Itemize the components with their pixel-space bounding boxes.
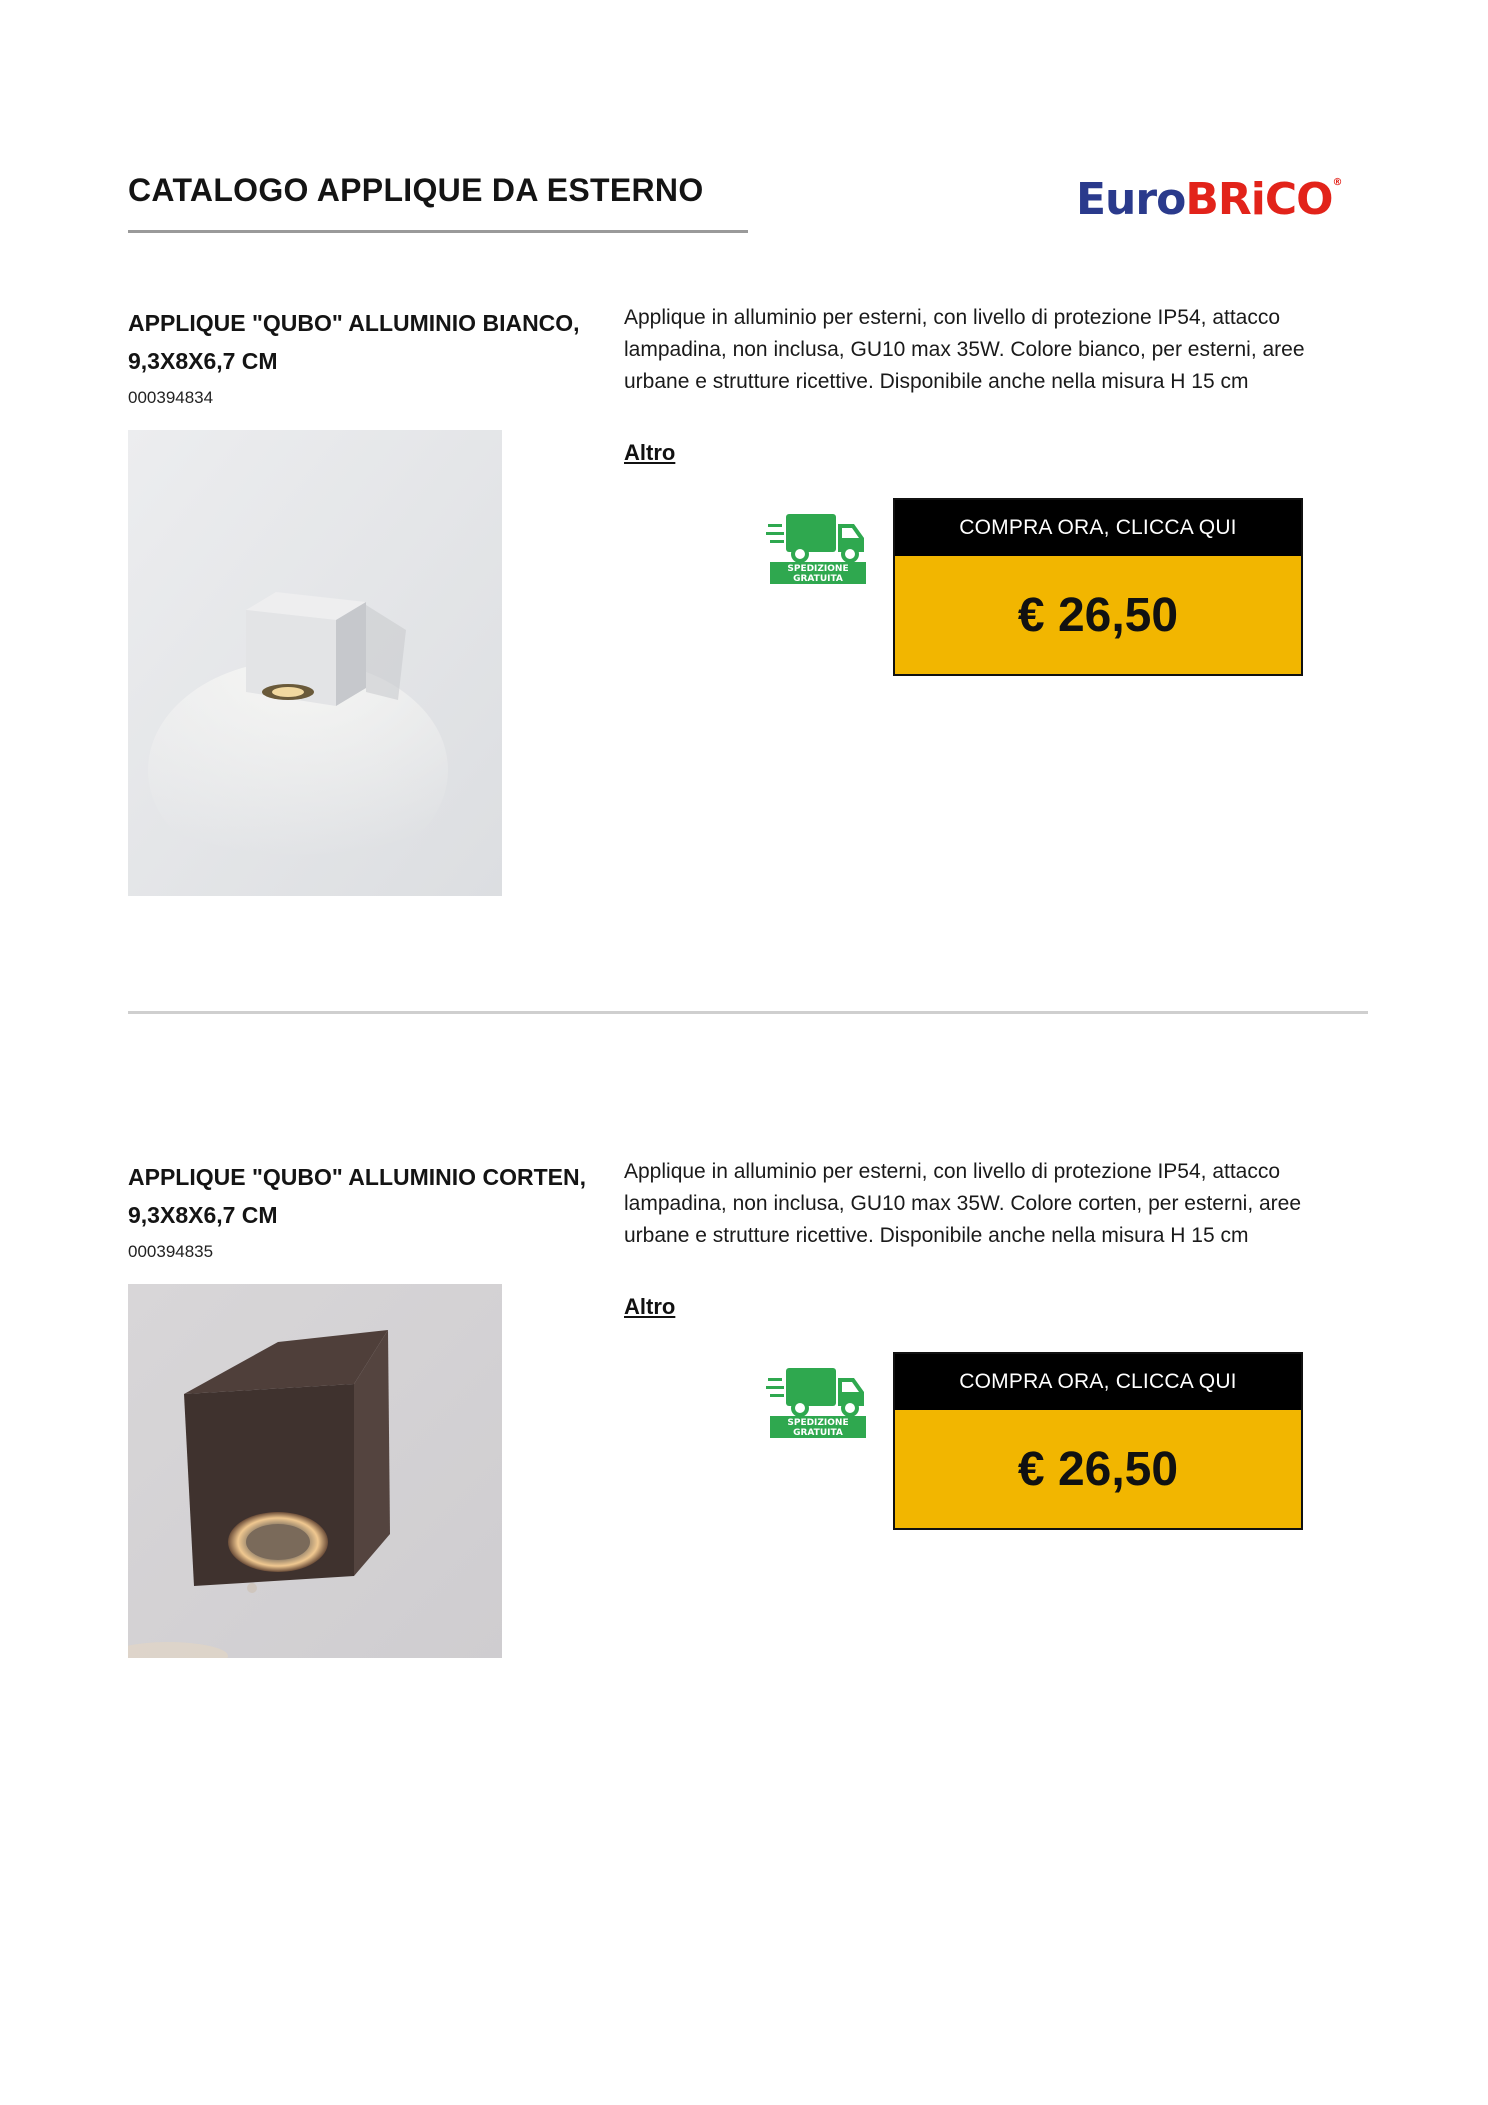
product-name: APPLIQUE "QUBO" ALLUMINIO BIANCO, 9,3X8X6,7 CM (128, 310, 580, 374)
more-link[interactable]: Altro (624, 1294, 676, 1319)
product-code: 000394834 (128, 388, 214, 407)
buy-now-button[interactable] (893, 1352, 1303, 1530)
free-shipping-truck-icon (766, 1366, 870, 1438)
page-title: CATALOGO APPLIQUE DA ESTERNO (128, 172, 704, 208)
product-price: € 26,50 (1017, 1442, 1179, 1496)
product-card-2 (0, 1158, 1488, 1718)
buy-now-button[interactable] (893, 498, 1303, 676)
title-underline (128, 230, 748, 233)
buy-now-label: COMPRA ORA, CLICCA QUI (895, 1354, 1301, 1410)
shipping-badge-line1: SPEDIZIONE (787, 564, 849, 574)
free-shipping-truck-icon (766, 512, 870, 584)
product-name: APPLIQUE "QUBO" ALLUMINIO CORTEN, 9,3X8X6,7 CM (128, 1164, 586, 1228)
product-image-corten-wall-lamp (128, 1284, 502, 1750)
product-description: Applique in alluminio per esterni, con livello di protezione IP54, attacco lampadina, non inclusa, GU10 max 35W. Colore bianco, per esterni, aree urbane e strutture ricettive. Disponibile anche nella misura H 15 cm (624, 306, 1305, 393)
eurobrico-logo: EuroBRiCO® (1076, 174, 1342, 225)
product-description: Applique in alluminio per esterni, con livello di protezione IP54, attacco lampadina, non inclusa, GU10 max 35W. Colore corten, per esterni, aree urbane e strutture ricettive. Disponibile anche nella misura H 15 cm (624, 1160, 1302, 1247)
product-price: € 26,50 (1017, 588, 1179, 642)
product-card-1 (0, 304, 1488, 864)
buy-now-label: COMPRA ORA, CLICCA QUI (895, 500, 1301, 556)
product-code: 000394835 (128, 1242, 214, 1261)
shipping-badge-line2: GRATUITA (793, 574, 843, 584)
section-divider (128, 1011, 1368, 1014)
shipping-badge-line2: GRATUITA (793, 1428, 843, 1438)
product-image-white-wall-lamp (128, 430, 502, 896)
shipping-badge-line1: SPEDIZIONE (787, 1418, 849, 1428)
more-link[interactable]: Altro (624, 440, 676, 465)
